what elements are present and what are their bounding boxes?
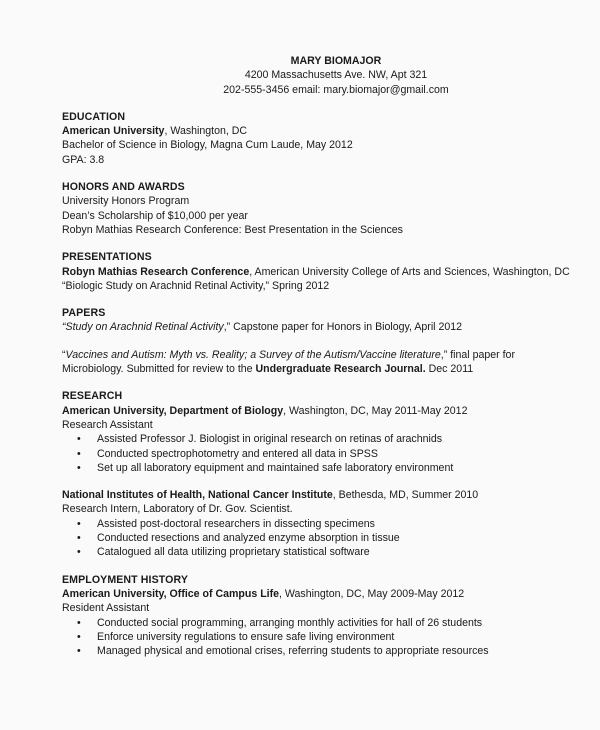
research-section	[62, 389, 570, 559]
paper-details: ,” Capstone paper for Honors in Biology, April 2012	[223, 321, 463, 334]
research-title: RESEARCH	[62, 390, 123, 403]
paper-details: ,” final paper for	[440, 348, 515, 361]
bullet-text: Set up all laboratory equipment and maintained safe laboratory environment	[97, 461, 454, 474]
research-job-role: Research Assistant	[62, 418, 153, 431]
employment-org: American University, Office of Campus Life	[62, 587, 280, 600]
paper-title: Vaccines and Autism: Myth vs. Reality; a Survey of the Autism/Vaccine literature	[65, 348, 441, 361]
presentation-talk: “Biologic Study on Arachnid Retinal Activity,” Spring 2012	[62, 279, 330, 292]
bullet-item	[77, 447, 570, 461]
research-job-heading	[62, 488, 570, 502]
education-section	[62, 110, 570, 167]
honors-item: University Honors Program	[62, 195, 190, 208]
applicant-name: MARY BIOMAJOR	[290, 55, 382, 67]
research-job-details: , Washington, DC, May 2011-May 2012	[283, 404, 468, 417]
education-title: EDUCATION	[62, 110, 126, 123]
bullet-item	[77, 644, 570, 658]
bullet-icon: •	[77, 517, 81, 530]
bullet-item	[77, 616, 570, 630]
bullet-item	[77, 461, 570, 475]
employment-section	[62, 573, 570, 659]
papers-section	[62, 306, 570, 376]
employment-details: , Washington, DC, May 2009-May 2012	[279, 587, 465, 600]
bullet-item	[77, 630, 570, 644]
resume-header	[102, 0, 570, 97]
bullet-item	[77, 531, 570, 545]
presentation-event-line	[62, 265, 570, 279]
bullet-icon: •	[77, 532, 81, 545]
bullet-text: Managed physical and emotional crises, referring students to appropriate resources	[97, 645, 489, 658]
bullet-text: Catalogued all data utilizing proprietary statistical software	[97, 546, 370, 559]
education-school: American University	[62, 125, 165, 138]
applicant-contact: 202-555-3456 email: mary.biomajor@gmail.com	[223, 83, 449, 96]
bullet-icon: •	[77, 461, 81, 474]
bullet-icon: •	[77, 616, 81, 629]
paper-item-continued	[62, 362, 570, 376]
employment-role: Resident Assistant	[62, 602, 150, 615]
research-job-org: National Institutes of Health, National Cancer Institute	[62, 489, 333, 502]
bullet-icon: •	[77, 546, 81, 559]
honors-item: Robyn Mathias Research Conference: Best Presentation in the Sciences	[62, 223, 403, 236]
education-school-location: , Washington, DC	[164, 125, 248, 138]
education-degree: Bachelor of Science in Biology, Magna Cum Laude, May 2012	[62, 139, 353, 152]
research-job-org: American University, Department of Biology	[62, 404, 284, 417]
research-job-role: Research Intern, Laboratory of Dr. Gov. Scientist.	[62, 503, 293, 516]
paper-item	[62, 320, 570, 334]
paper-journal: Undergraduate Research Journal.	[255, 363, 426, 376]
research-job-bullets	[62, 432, 570, 475]
paper-item	[62, 348, 570, 362]
presentation-event-details: , American University College of Arts and Sciences, Washington, DC	[249, 265, 570, 278]
papers-title: PAPERS	[62, 307, 106, 320]
paper-open-quote: “	[62, 348, 66, 361]
presentations-title: PRESENTATIONS	[62, 251, 152, 264]
bullet-text: Conducted social programming, arranging monthly activities for hall of 26 students	[97, 616, 483, 629]
employment-job-heading	[62, 587, 570, 601]
honors-item: Dean’s Scholarship of $10,000 per year	[62, 209, 248, 222]
bullet-text: Conducted resections and analyzed enzyme absorption in tissue	[97, 532, 400, 545]
bullet-icon: •	[77, 645, 81, 658]
bullet-item	[77, 517, 570, 531]
paper-title: “Study on Arachnid Retinal Activity	[62, 321, 224, 334]
presentations-section	[62, 250, 570, 293]
honors-title: HONORS AND AWARDS	[62, 181, 185, 194]
bullet-item	[77, 545, 570, 559]
research-job-heading	[62, 404, 570, 418]
honors-section	[62, 180, 570, 237]
education-gpa: GPA: 3.8	[62, 153, 105, 166]
presentation-event: Robyn Mathias Research Conference	[62, 265, 250, 278]
research-job-bullets	[62, 517, 570, 560]
research-job-details: , Bethesda, MD, Summer 2010	[332, 489, 479, 502]
bullet-icon: •	[77, 447, 81, 460]
paper-submission: Microbiology. Submitted for review to the	[62, 363, 256, 376]
bullet-text: Enforce university regulations to ensure safe living environment	[97, 630, 395, 643]
bullet-text: Conducted spectrophotometry and entered all data in SPSS	[97, 447, 378, 460]
employment-bullets	[62, 616, 570, 659]
bullet-text: Assisted post-doctoral researchers in dissecting specimens	[97, 517, 375, 530]
bullet-icon: •	[77, 630, 81, 643]
applicant-address: 4200 Massachusetts Ave. NW, Apt 321	[244, 69, 428, 82]
paper-date: Dec 2011	[425, 363, 474, 376]
bullet-icon: •	[77, 433, 81, 446]
bullet-text: Assisted Professor J. Biologist in original research on retinas of arachnids	[97, 433, 443, 446]
bullet-item	[77, 432, 570, 446]
employment-title: EMPLOYMENT HISTORY	[62, 573, 188, 586]
education-school-line	[62, 124, 570, 138]
